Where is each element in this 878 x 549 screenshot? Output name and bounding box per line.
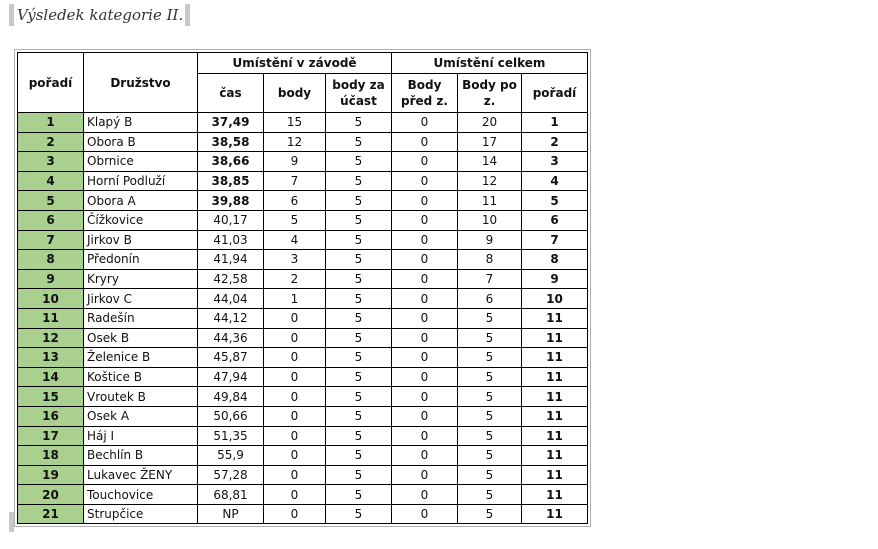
cell-participation: 5 (326, 113, 392, 133)
cell-team: Obora A (84, 191, 198, 211)
cell-team: Jirkov B (84, 230, 198, 250)
table-row (18, 210, 588, 230)
table-row (18, 191, 588, 211)
cell-overall-rank: 11 (522, 367, 588, 387)
col-header-time: čas (198, 74, 264, 113)
col-header-points-before: Body před z. (392, 74, 458, 113)
cell-team: Horní Podluží (84, 171, 198, 191)
cell-rank: 12 (18, 328, 84, 348)
cell-time: 44,04 (198, 289, 264, 309)
cell-rank: 7 (18, 230, 84, 250)
cell-overall-rank: 1 (522, 113, 588, 133)
cell-rank: 21 (18, 504, 84, 524)
cell-points: 0 (264, 485, 326, 505)
cell-points: 2 (264, 269, 326, 289)
results-table-container (14, 49, 591, 527)
cell-time: 40,17 (198, 210, 264, 230)
cell-overall-rank: 10 (522, 289, 588, 309)
cell-points: 5 (264, 210, 326, 230)
cell-team: Obrnice (84, 152, 198, 172)
cell-participation: 5 (326, 504, 392, 524)
cell-points-after: 5 (458, 328, 522, 348)
results-table-body (18, 113, 588, 524)
cell-time: 38,58 (198, 132, 264, 152)
cell-points: 9 (264, 152, 326, 172)
cell-participation: 5 (326, 387, 392, 407)
cell-points-before: 0 (392, 191, 458, 211)
table-row (18, 328, 588, 348)
cell-points: 6 (264, 191, 326, 211)
cell-team: Osek A (84, 406, 198, 426)
cell-overall-rank: 5 (522, 191, 588, 211)
cell-points-after: 17 (458, 132, 522, 152)
cell-team: Lukavec ŽENY (84, 465, 198, 485)
cell-overall-rank: 9 (522, 269, 588, 289)
cell-points: 0 (264, 426, 326, 446)
cell-points-after: 20 (458, 113, 522, 133)
cell-time: 51,35 (198, 426, 264, 446)
table-row (18, 113, 588, 133)
cell-team: Strupčice (84, 504, 198, 524)
cell-team: Kryry (84, 269, 198, 289)
cell-points-before: 0 (392, 152, 458, 172)
cell-rank: 6 (18, 210, 84, 230)
cell-time: 37,49 (198, 113, 264, 133)
cell-rank: 2 (18, 132, 84, 152)
table-row (18, 348, 588, 368)
cell-participation: 5 (326, 328, 392, 348)
cell-time: 38,66 (198, 152, 264, 172)
cell-points-before: 0 (392, 113, 458, 133)
cell-rank: 5 (18, 191, 84, 211)
cell-participation: 5 (326, 367, 392, 387)
cell-participation: 5 (326, 191, 392, 211)
cell-points-after: 5 (458, 426, 522, 446)
group-header-row (18, 53, 588, 74)
table-row (18, 289, 588, 309)
table-row (18, 504, 588, 524)
section-heading (9, 4, 190, 26)
cell-rank: 8 (18, 250, 84, 270)
col-header-overall-rank: pořadí (522, 74, 588, 113)
cell-points: 4 (264, 230, 326, 250)
cell-time: 68,81 (198, 485, 264, 505)
cell-points-after: 14 (458, 152, 522, 172)
cell-points: 0 (264, 504, 326, 524)
cell-points-after: 9 (458, 230, 522, 250)
cell-rank: 16 (18, 406, 84, 426)
cell-rank: 3 (18, 152, 84, 172)
cell-participation: 5 (326, 289, 392, 309)
cell-points-after: 5 (458, 406, 522, 426)
cell-team: Vroutek B (84, 387, 198, 407)
table-row (18, 269, 588, 289)
cell-overall-rank: 11 (522, 504, 588, 524)
cell-overall-rank: 4 (522, 171, 588, 191)
cell-time: 38,85 (198, 171, 264, 191)
cell-points-after: 5 (458, 446, 522, 466)
cell-team: Koštice B (84, 367, 198, 387)
cell-points-before: 0 (392, 250, 458, 270)
cell-points-before: 0 (392, 504, 458, 524)
cell-overall-rank: 8 (522, 250, 588, 270)
table-row (18, 426, 588, 446)
cell-points-after: 11 (458, 191, 522, 211)
table-row (18, 465, 588, 485)
cell-points: 0 (264, 367, 326, 387)
cell-points-before: 0 (392, 465, 458, 485)
table-row (18, 367, 588, 387)
cell-rank: 9 (18, 269, 84, 289)
cell-points: 12 (264, 132, 326, 152)
cell-points: 0 (264, 348, 326, 368)
cell-overall-rank: 11 (522, 446, 588, 466)
cell-overall-rank: 11 (522, 328, 588, 348)
cell-time: 44,36 (198, 328, 264, 348)
cell-time: 55,9 (198, 446, 264, 466)
cell-overall-rank: 11 (522, 406, 588, 426)
table-row (18, 132, 588, 152)
cell-points-before: 0 (392, 406, 458, 426)
cell-points: 7 (264, 171, 326, 191)
cell-points-after: 5 (458, 367, 522, 387)
cell-participation: 5 (326, 465, 392, 485)
cell-overall-rank: 11 (522, 426, 588, 446)
cell-rank: 11 (18, 308, 84, 328)
cell-participation: 5 (326, 485, 392, 505)
cell-overall-rank: 11 (522, 387, 588, 407)
col-header-rank: pořadí (18, 53, 84, 113)
cell-participation: 5 (326, 308, 392, 328)
cell-rank: 13 (18, 348, 84, 368)
cell-points-before: 0 (392, 328, 458, 348)
section-heading-text: Výsledek kategorie II. (17, 6, 184, 24)
cell-time: 57,28 (198, 465, 264, 485)
results-table (17, 52, 588, 524)
cell-time: 45,87 (198, 348, 264, 368)
cell-points-before: 0 (392, 269, 458, 289)
cell-points-after: 5 (458, 485, 522, 505)
table-row (18, 387, 588, 407)
cell-rank: 1 (18, 113, 84, 133)
cell-points-after: 5 (458, 504, 522, 524)
cell-points-before: 0 (392, 230, 458, 250)
cell-points-before: 0 (392, 485, 458, 505)
cell-overall-rank: 7 (522, 230, 588, 250)
cell-team: Předonín (84, 250, 198, 270)
cell-rank: 15 (18, 387, 84, 407)
cell-overall-rank: 11 (522, 308, 588, 328)
cell-overall-rank: 11 (522, 465, 588, 485)
table-row (18, 406, 588, 426)
cell-participation: 5 (326, 230, 392, 250)
cell-points-before: 0 (392, 289, 458, 309)
cell-overall-rank: 11 (522, 348, 588, 368)
cell-points-before: 0 (392, 426, 458, 446)
table-row (18, 152, 588, 172)
paragraph-marker (9, 512, 14, 532)
cell-team: Osek B (84, 328, 198, 348)
cell-points: 15 (264, 113, 326, 133)
cell-points-before: 0 (392, 446, 458, 466)
table-row (18, 250, 588, 270)
cell-participation: 5 (326, 210, 392, 230)
cell-rank: 20 (18, 485, 84, 505)
table-row (18, 446, 588, 466)
cell-rank: 10 (18, 289, 84, 309)
table-row (18, 171, 588, 191)
group-header-overall: Umístění celkem (392, 53, 588, 74)
cell-points-after: 5 (458, 348, 522, 368)
cell-team: Čížkovice (84, 210, 198, 230)
cell-participation: 5 (326, 250, 392, 270)
cell-rank: 17 (18, 426, 84, 446)
cell-participation: 5 (326, 269, 392, 289)
cell-points: 0 (264, 465, 326, 485)
cell-points: 3 (264, 250, 326, 270)
cell-points-after: 8 (458, 250, 522, 270)
cell-team: Radešín (84, 308, 198, 328)
cell-time: 49,84 (198, 387, 264, 407)
cell-points-after: 7 (458, 269, 522, 289)
cell-points-before: 0 (392, 308, 458, 328)
cell-points-before: 0 (392, 348, 458, 368)
cell-overall-rank: 2 (522, 132, 588, 152)
cell-points-after: 5 (458, 308, 522, 328)
cell-team: Touchovice (84, 485, 198, 505)
cell-time: 44,12 (198, 308, 264, 328)
cell-team: Bechlín B (84, 446, 198, 466)
cell-time: NP (198, 504, 264, 524)
group-header-race: Umístění v závodě (198, 53, 392, 74)
cell-points-before: 0 (392, 210, 458, 230)
cell-participation: 5 (326, 406, 392, 426)
cell-points-before: 0 (392, 387, 458, 407)
cell-time: 42,58 (198, 269, 264, 289)
cell-points-after: 12 (458, 171, 522, 191)
col-header-team: Družstvo (84, 53, 198, 113)
cell-team: Obora B (84, 132, 198, 152)
cell-participation: 5 (326, 132, 392, 152)
cell-participation: 5 (326, 348, 392, 368)
cell-time: 41,03 (198, 230, 264, 250)
cell-overall-rank: 11 (522, 485, 588, 505)
cell-team: Háj I (84, 426, 198, 446)
cell-team: Klapý B (84, 113, 198, 133)
cell-points-after: 6 (458, 289, 522, 309)
cell-overall-rank: 3 (522, 152, 588, 172)
cell-rank: 14 (18, 367, 84, 387)
cell-participation: 5 (326, 446, 392, 466)
cell-team: Želenice B (84, 348, 198, 368)
cell-time: 47,94 (198, 367, 264, 387)
col-header-participation: body za účast (326, 74, 392, 113)
cell-time: 50,66 (198, 406, 264, 426)
cell-rank: 4 (18, 171, 84, 191)
cell-points-before: 0 (392, 367, 458, 387)
cell-time: 39,88 (198, 191, 264, 211)
cell-points: 1 (264, 289, 326, 309)
cell-points-after: 5 (458, 387, 522, 407)
cell-rank: 19 (18, 465, 84, 485)
cell-overall-rank: 6 (522, 210, 588, 230)
cell-points-after: 5 (458, 465, 522, 485)
cell-participation: 5 (326, 171, 392, 191)
cell-points: 0 (264, 446, 326, 466)
cell-rank: 18 (18, 446, 84, 466)
cell-points-before: 0 (392, 171, 458, 191)
table-row (18, 485, 588, 505)
table-row (18, 308, 588, 328)
cell-points: 0 (264, 406, 326, 426)
cell-points-before: 0 (392, 132, 458, 152)
col-header-points-after: Body po z. (458, 74, 522, 113)
col-header-points: body (264, 74, 326, 113)
table-row (18, 230, 588, 250)
cell-points: 0 (264, 328, 326, 348)
cell-time: 41,94 (198, 250, 264, 270)
cell-team: Jirkov C (84, 289, 198, 309)
cell-points: 0 (264, 387, 326, 407)
cell-participation: 5 (326, 426, 392, 446)
cell-points-after: 10 (458, 210, 522, 230)
cell-points: 0 (264, 308, 326, 328)
cell-participation: 5 (326, 152, 392, 172)
